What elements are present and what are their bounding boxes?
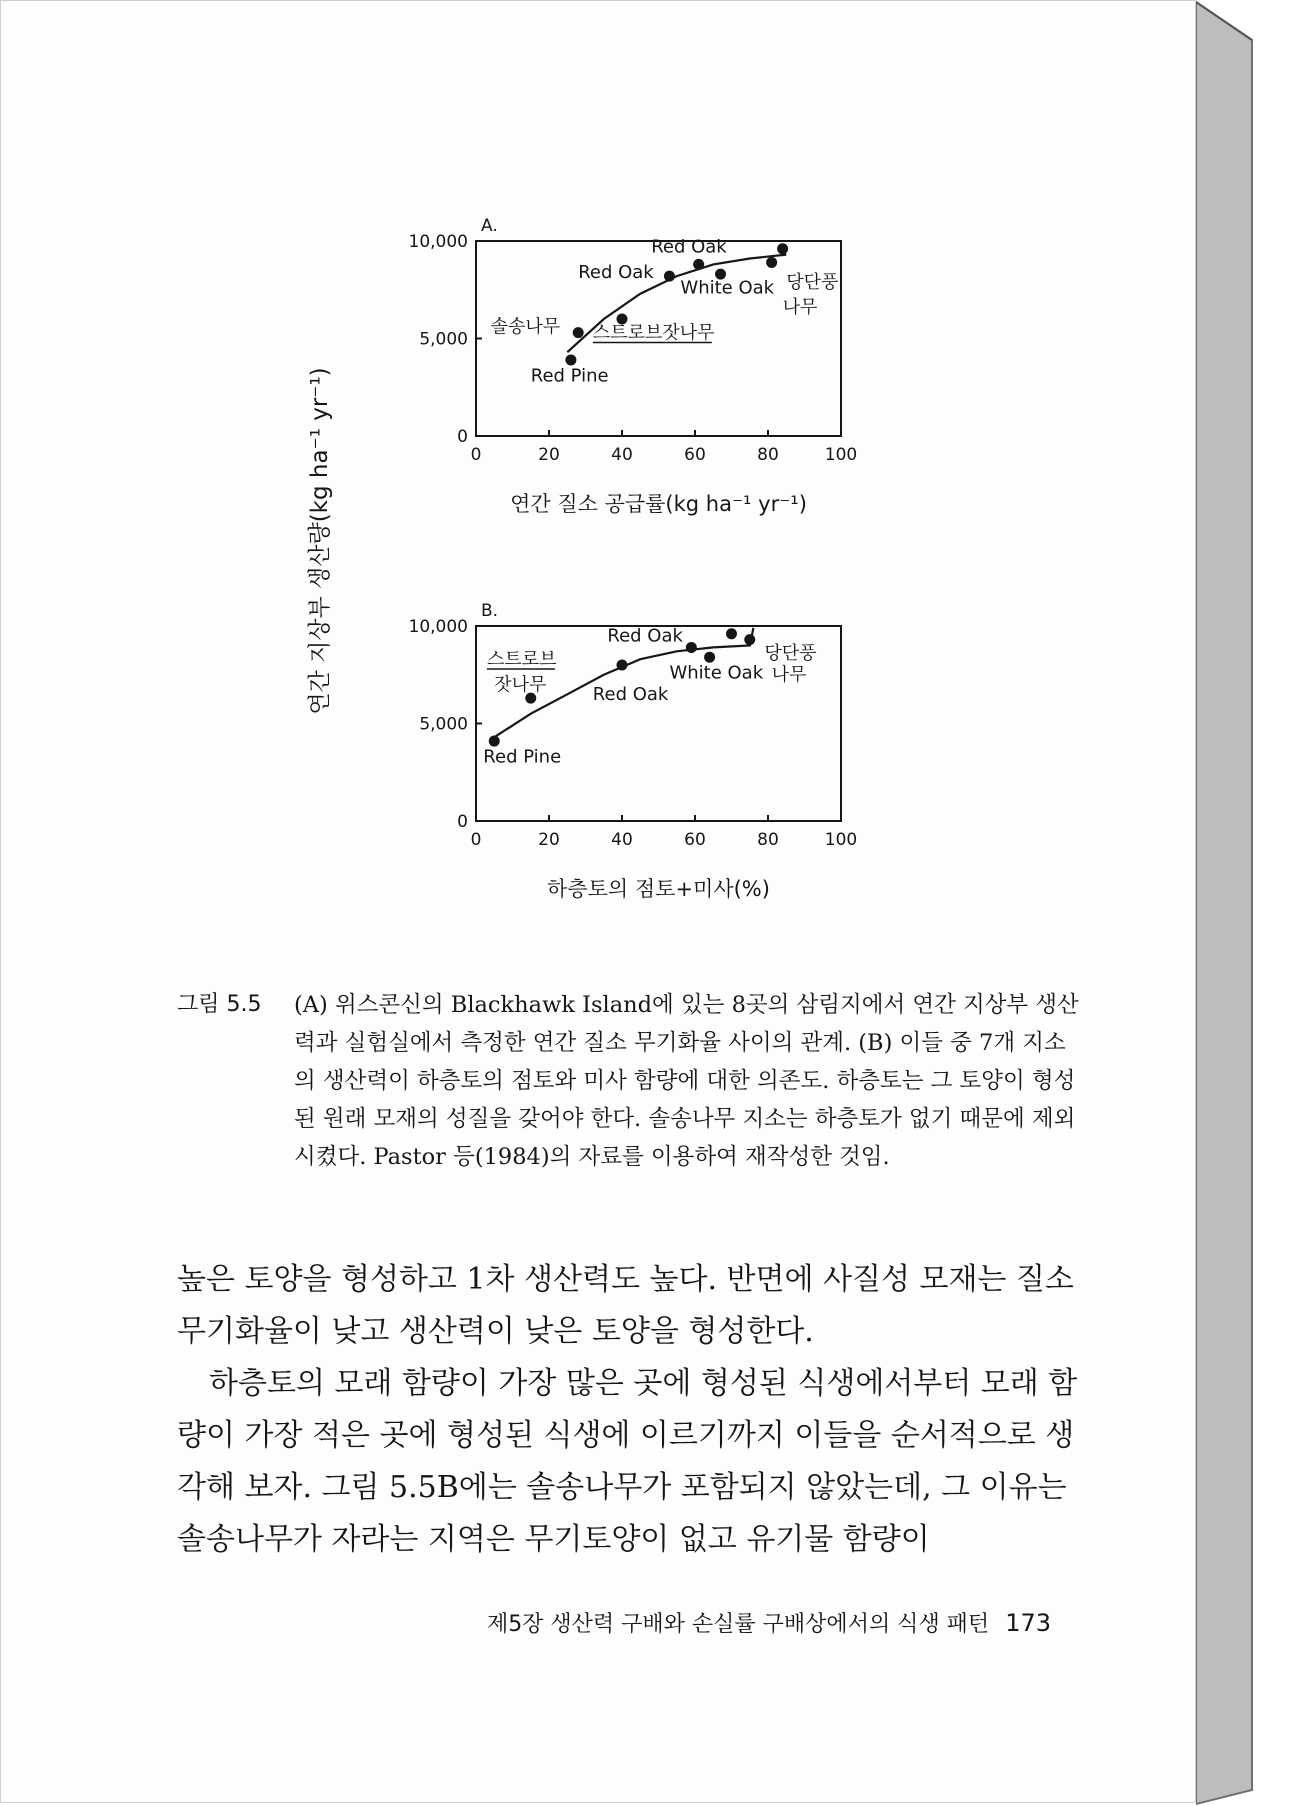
x-tick-label: 60	[684, 445, 706, 465]
x-tick-label: 100	[824, 830, 858, 850]
y-tick-label: 0	[457, 812, 468, 832]
x-tick-label: 60	[684, 830, 706, 850]
data-point	[726, 628, 737, 639]
data-point	[686, 642, 697, 653]
point-annotation: 스트로브	[486, 649, 557, 670]
running-title: 제5장 생산력 구배와 손실률 구배상에서의 식생 패턴	[486, 1612, 990, 1637]
y-tick-label: 0	[457, 427, 468, 447]
y-tick-label: 5,000	[419, 714, 468, 735]
data-point	[489, 736, 500, 747]
page-footer	[391, 1607, 1051, 1638]
data-point	[744, 634, 755, 645]
point-annotation: Red Oak	[651, 236, 727, 258]
point-annotation: Red Pine	[530, 365, 609, 387]
x-tick-label: 80	[757, 830, 779, 850]
body-paragraph-1: 높은 토양을 형성하고 1차 생산력도 높다. 반면에 사질성 모재는 질소 무기화율이 낮고 생산력이 낮은 토양을 형성한다.	[177, 1262, 1074, 1349]
point-annotation: Red Oak	[578, 262, 654, 284]
x-tick-label: 100	[824, 445, 858, 465]
x-tick-label: 40	[611, 445, 633, 465]
point-annotation: 당단풍	[764, 643, 817, 665]
data-point	[664, 271, 675, 282]
x-tick-label: 0	[470, 445, 482, 465]
x-tick-label: 80	[757, 445, 779, 465]
point-annotation: 당단풍	[786, 271, 839, 293]
y-tick-label: 5,000	[419, 329, 468, 350]
data-point	[573, 327, 584, 338]
data-point	[777, 243, 788, 254]
point-annotation: 나무	[771, 664, 807, 686]
panel-label: B.	[481, 601, 499, 621]
data-point	[693, 259, 704, 270]
caption-label: 그림 5.5	[177, 992, 262, 1017]
caption-text: (A) 위스콘신의 Blackhawk Island에 있는 8곳의 삼림지에서 연간 지상부 생산력과 실험실에서 측정한 연간 질소 무기화율 사이의 관계. (B) 이들 중 7개 지소의 생산력이 하층토의 점토와 미사 함량에 대한 의존도. 하층토는 그 토양이 형성된 원래 모재의 성질을 갖어야 한다. 솔송나무 지소는 하층토가 없기 때문에 제외시켰다. Pastor 등(1984)의 자료를 이용하여 재작성한 것임.	[294, 992, 1079, 1170]
point-annotation: White Oak	[669, 662, 764, 684]
data-point	[766, 257, 777, 268]
point-annotation: Red Oak	[607, 625, 683, 647]
book-spine	[1196, 0, 1254, 1806]
y-tick-label: 10,000	[408, 232, 468, 252]
chart-b	[381, 586, 941, 951]
page-number: 173	[1005, 1609, 1051, 1637]
x-tick-label: 20	[538, 830, 560, 850]
point-annotation: White Oak	[680, 277, 775, 299]
data-point	[704, 652, 715, 663]
y-tick-label: 10,000	[408, 617, 468, 637]
x-axis-label: 하층토의 점토+미사(%)	[547, 877, 770, 901]
body-paragraph-2: 하층토의 모래 함량이 가장 많은 곳에 형성된 식생에서부터 모래 함량이 가장 적은 곳에 형성된 식생에 이르기까지 이들을 순서적으로 생각해 보자. 그림 5.5B에는 솔송나무가 포함되지 않았는데, 그 이유는 솔송나무가 자라는 지역은 무기토양이 없고 유기물 함량이	[177, 1366, 1078, 1557]
chart-a	[381, 201, 941, 571]
shared-y-axis-label: 연간 지상부 생산량(kg ha⁻¹ yr⁻¹)	[307, 367, 333, 715]
data-point	[565, 354, 576, 365]
point-annotation: Red Oak	[592, 684, 669, 706]
point-annotation: 솔송나무	[490, 316, 561, 338]
body-text	[177, 1254, 1082, 1566]
data-point	[617, 660, 628, 671]
x-tick-label: 20	[538, 445, 560, 465]
panel-label: A.	[481, 216, 498, 236]
point-annotation: Red Pine	[483, 746, 562, 768]
point-annotation: 나무	[782, 297, 818, 319]
point-annotation: 스트로브잣나무	[592, 322, 715, 344]
x-tick-label: 40	[611, 830, 633, 850]
x-axis-label: 연간 질소 공급률(kg ha⁻¹ yr⁻¹)	[510, 492, 807, 516]
x-tick-label: 0	[470, 830, 482, 850]
point-annotation: 잣나무	[494, 674, 547, 696]
